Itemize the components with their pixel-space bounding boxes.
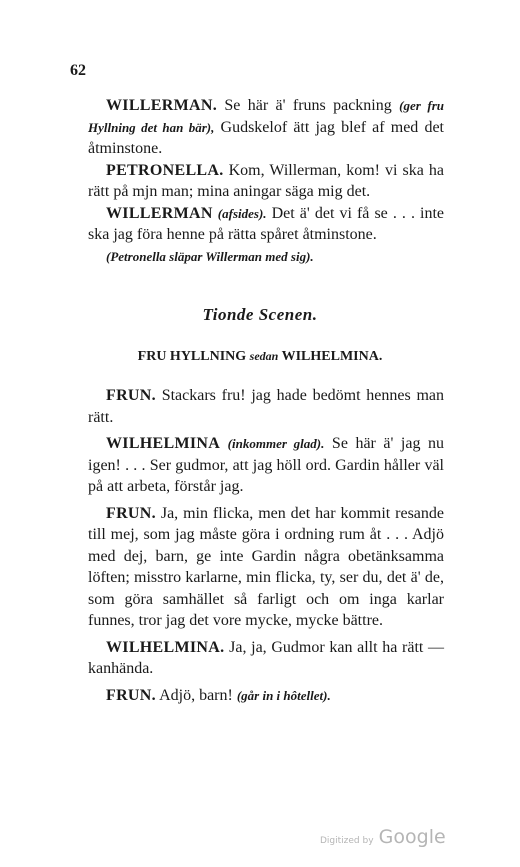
dialogue-line: [88, 503, 444, 632]
speaker-name: FRUN.: [106, 686, 156, 704]
stage-direction-inline: (inkommer glad).: [227, 436, 325, 451]
cast-name: WILHELMINA.: [281, 349, 383, 364]
speaker-name: FRUN.: [106, 504, 156, 522]
stage-direction-inline: (ger fru Hyllning det han bär),: [88, 98, 444, 135]
cast-name: FRU HYLLNING: [137, 349, 247, 364]
watermark-prefix: Digitized by: [320, 836, 374, 846]
dialogue-text: Adjö, barn!: [159, 686, 233, 704]
dialogue-text: Se här ä' jag nu igen! . . . Ser gudmor, att jag höll ord. Gardin håller väl på att arbeta, förstår jag.: [88, 435, 445, 495]
cast-line: [0, 349, 520, 365]
dialogue-line: [88, 433, 444, 498]
speaker-name: PETRONELLA.: [106, 161, 224, 179]
dialogue-block-2: [88, 385, 444, 706]
dialogue-line: [88, 95, 444, 160]
speaker-name: WILLERMAN: [106, 204, 213, 222]
stage-direction-inline: (afsides).: [217, 205, 267, 221]
dialogue-line: [88, 203, 444, 246]
google-logo: Google: [378, 826, 446, 848]
dialogue-text: Ja, min flicka, men det har kommit resande till mej, som jag måste göra i ordning rum åt . . . Adjö med dej, barn, ge inte Gardin några obetänksamma löften; misstro karlarne, min flicka, ty, ser du, det ä' de, som göra samhället så farligt och om inga karlar funnes, tror jag det vore mycke, mycke bättre.: [88, 504, 444, 629]
speaker-name: FRUN.: [106, 387, 156, 404]
scene-title: Tionde Scenen.: [202, 305, 318, 324]
stage-direction-inline: (går in i hôtellet).: [236, 687, 331, 703]
stage-direction-text: (Petronella släpar Willerman med sig).: [106, 248, 314, 264]
cast-connector: sedan: [249, 349, 279, 363]
dialogue-text: Kom, Willerman, kom! vi ska ha rätt på mjn man; mina aningar säga mig det.: [88, 161, 445, 200]
dialogue-block-1: [88, 95, 444, 267]
dialogue-text: Det ä' det vi få se . . . inte ska jag föra henne på rätta spåret åtminstone.: [88, 204, 445, 243]
dialogue-line: [88, 160, 444, 203]
speaker-name: WILHELMINA: [106, 435, 221, 452]
dialogue-text: Stackars fru! jag hade bedömt hennes man rätt.: [88, 387, 445, 426]
digitized-watermark: [320, 826, 446, 848]
dialogue-text: Gudskelof ätt jag blef af med det åtminstone.: [88, 118, 444, 157]
page-number: 62: [70, 62, 86, 79]
dialogue-line: [88, 637, 444, 680]
dialogue-line: [88, 385, 444, 428]
dialogue-text: Se här ä' fruns packning: [224, 97, 392, 114]
speaker-name: WILLERMAN.: [106, 97, 218, 114]
dialogue-line: [88, 685, 444, 707]
speaker-name: WILHELMINA.: [106, 638, 225, 656]
stage-direction: [88, 246, 444, 268]
dialogue-text: Ja, ja, Gudmor kan allt ha rätt — kanhända.: [88, 638, 445, 677]
